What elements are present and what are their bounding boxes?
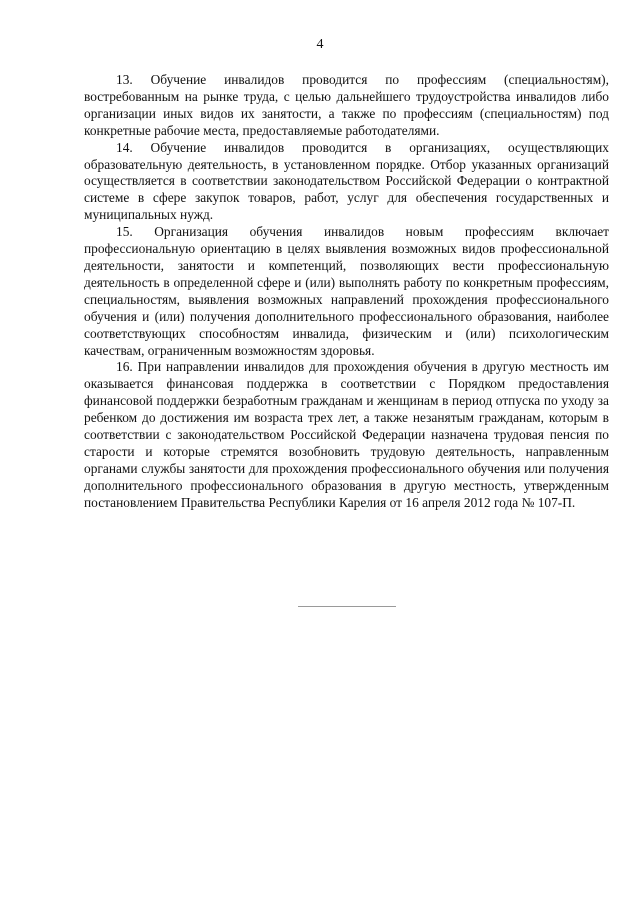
document-body: [84, 72, 609, 512]
paragraph-16: 16. При направлении инвалидов для прохождения обучения в другую местность им оказывается финансовая поддержка в соответствии с Порядком предоставления финансовой поддержки безработным гражданам и женщинам в период отпуска по уходу за ребенком до достижения им возраста трех лет, а также незанятым гражданам, которым в соответствии с законодательством Российской Федерации назначена трудовая пенсия по старости и которые стремятся возобновить трудовую деятельность, направленным органами службы занятости для прохождения профессионального обучения или получения дополнительного профессионального образования в другую местность, утвержденным постановлением Правительства Республики Карелия от 16 апреля 2012 года № 107-П.: [84, 359, 609, 510]
paragraph-14: 14. Обучение инвалидов проводится в организациях, осуществляющих образовательную деятельность, в установленном порядке. Отбор указанных организаций осуществляется в соответствии законодательством Российской Федерации о контрактной системе в сфере закупок товаров, работ, услуг для обеспечения государственных и муниципальных нужд.: [84, 139, 609, 223]
paragraph-13: 13. Обучение инвалидов проводится по профессиям (специальностям), востребованным на рынке труда, с целью дальнейшего трудоустройства инвалидов либо организации иных видов их занятости, а также по профессиям (специальностям) под конкретные рабочие места, предоставляемые работодателями.: [84, 72, 609, 138]
end-of-text-divider: [298, 606, 396, 607]
page-number: 4: [316, 37, 324, 52]
paragraph-15: 15. Организация обучения инвалидов новым профессиям включает профессиональную ориентацию в целях выявления возможных видов профессиональной деятельности, занятости и компетенций, позволяющих вести профессиональную деятельность в определенной сфере и (или) выполнять работу по конкретным профессиям, специальностям, выявления возможных направлений прохождения профессионального обучения и (или) получения дополнительного профессионального образования, наиболее соответствующих способностям инвалида, физическим и (или) психологическим качествам, ограниченным возможностям здоровья.: [84, 224, 609, 358]
